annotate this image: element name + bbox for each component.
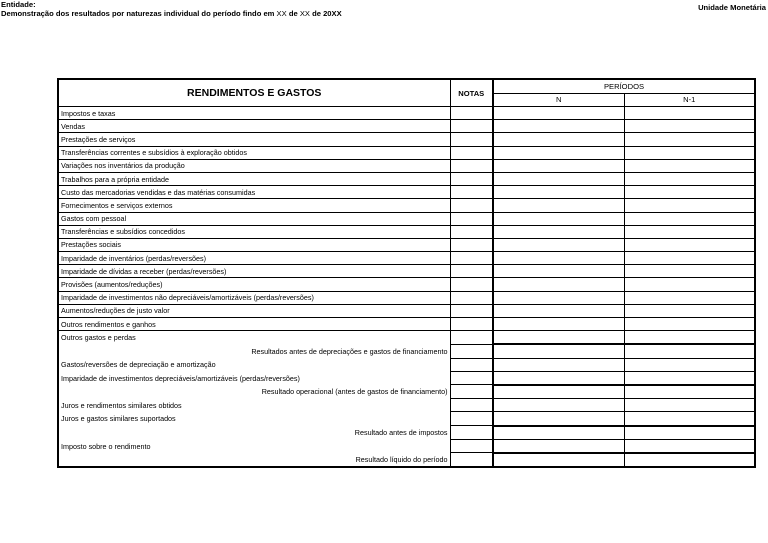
value-n1-cell[interactable] [624,453,755,467]
table-row [58,133,755,146]
table-row [58,186,755,199]
date-de-2: de [312,9,321,18]
notes-cell[interactable] [450,344,493,358]
notes-cell[interactable] [450,265,493,278]
table-row [58,331,755,345]
table-row [58,412,755,426]
value-n-cell[interactable] [493,399,624,412]
row-label: Trabalhos para a própria entidade [58,172,450,185]
row-label: Imparidade de investimentos não depreciáveis/amortizáveis (perdas/reversões) [58,291,450,304]
value-n-cell[interactable] [493,439,624,453]
value-n-cell[interactable] [493,225,624,238]
value-n-cell[interactable] [493,172,624,185]
row-label: Imparidade de inventários (perdas/reversões) [58,252,450,265]
table-row [58,318,755,331]
subtotal-row [58,344,755,358]
notes-cell[interactable] [450,225,493,238]
row-label: Vendas [58,120,450,133]
notes-cell[interactable] [450,278,493,291]
notes-cell[interactable] [450,426,493,440]
table-row [58,252,755,265]
row-label: Juros e rendimentos similares obtidos [58,399,450,412]
value-n-cell[interactable] [493,291,624,304]
value-n1-cell[interactable] [624,133,755,146]
notes-cell[interactable] [450,358,493,371]
row-label: Juros e gastos similares suportados [58,412,450,426]
value-n-cell[interactable] [493,453,624,467]
value-n-cell[interactable] [493,133,624,146]
value-n-cell[interactable] [493,252,624,265]
value-n-cell[interactable] [493,120,624,133]
table-row [58,265,755,278]
row-label: Resultado operacional (antes de gastos de financiamento) [58,385,450,399]
value-n1-cell[interactable] [624,439,755,453]
row-label: Imparidade de dívidas a receber (perdas/reversões) [58,265,450,278]
value-n-cell[interactable] [493,385,624,399]
table-row [58,278,755,291]
col-notes: NOTAS [450,79,493,107]
row-label: Impostos e taxas [58,107,450,120]
table-row [58,238,755,251]
notes-cell[interactable] [450,412,493,426]
subtotal-row [58,385,755,399]
notes-cell[interactable] [450,385,493,399]
row-label: Imposto sobre o rendimento [58,439,450,453]
subtotal-row [58,426,755,440]
value-n-cell[interactable] [493,107,624,120]
value-n-cell[interactable] [493,371,624,385]
value-n-cell[interactable] [493,331,624,345]
value-n1-cell[interactable] [624,358,755,371]
value-n1-cell[interactable] [624,426,755,440]
value-n1-cell[interactable] [624,107,755,120]
col-title: RENDIMENTOS E GASTOS [58,79,450,107]
table-row [58,304,755,317]
notes-cell[interactable] [450,331,493,345]
subtotal-row [58,453,755,467]
col-n1: N-1 [624,93,755,107]
row-label: Variações nos inventários da produção [58,159,450,172]
table-row [58,146,755,159]
notes-cell[interactable] [450,304,493,317]
row-label: Gastos com pessoal [58,212,450,225]
row-label: Gastos/reversões de depreciação e amortização [58,358,450,371]
notes-cell[interactable] [450,453,493,467]
notes-cell[interactable] [450,371,493,385]
table-row [58,159,755,172]
value-n-cell[interactable] [493,238,624,251]
value-n1-cell[interactable] [624,159,755,172]
notes-cell[interactable] [450,199,493,212]
notes-cell[interactable] [450,252,493,265]
notes-cell[interactable] [450,238,493,251]
value-n1-cell[interactable] [624,212,755,225]
value-n-cell[interactable] [493,318,624,331]
value-n1-cell[interactable] [624,318,755,331]
date-year: 20XX [323,9,342,18]
value-n-cell[interactable] [493,358,624,371]
value-n1-cell[interactable] [624,278,755,291]
entity-label: Entidade: [1,0,36,9]
notes-cell[interactable] [450,318,493,331]
value-n-cell[interactable] [493,344,624,358]
col-n: N [493,93,624,107]
income-statement-table [57,78,756,468]
value-n-cell[interactable] [493,199,624,212]
notes-cell[interactable] [450,186,493,199]
row-label: Transferências e subsídios concedidos [58,225,450,238]
table-row [58,120,755,133]
value-n1-cell[interactable] [624,344,755,358]
table-row [58,291,755,304]
notes-cell[interactable] [450,399,493,412]
notes-cell[interactable] [450,212,493,225]
row-label: Fornecimentos e serviços externos [58,199,450,212]
table-row [58,399,755,412]
row-label: Resultado antes de impostos [58,426,450,440]
row-label: Resultados antes de depreciações e gastos de financiamento [58,344,450,358]
date-de-1: de [288,9,298,18]
date-month: XX [299,9,310,18]
table-row [58,172,755,185]
row-label: Prestações sociais [58,238,450,251]
notes-cell[interactable] [450,291,493,304]
row-label: Aumentos/reduções de justo valor [58,304,450,317]
value-n1-cell[interactable] [624,265,755,278]
value-n1-cell[interactable] [624,225,755,238]
value-n1-cell[interactable] [624,331,755,345]
value-n-cell[interactable] [493,265,624,278]
value-n-cell[interactable] [493,186,624,199]
row-label: Resultado líquido do período [58,453,450,467]
notes-cell[interactable] [450,146,493,159]
currency-unit: Unidade Monetária [698,3,766,12]
value-n-cell[interactable] [493,278,624,291]
value-n-cell[interactable] [493,212,624,225]
value-n1-cell[interactable] [624,371,755,385]
date-day: XX [276,9,287,18]
value-n1-cell[interactable] [624,304,755,317]
value-n1-cell[interactable] [624,146,755,159]
table-row [58,371,755,385]
table-row [58,212,755,225]
notes-cell[interactable] [450,172,493,185]
value-n1-cell[interactable] [624,291,755,304]
table-body [58,107,755,468]
notes-cell[interactable] [450,107,493,120]
value-n1-cell[interactable] [624,186,755,199]
value-n-cell[interactable] [493,159,624,172]
statement-title [1,9,342,18]
value-n-cell[interactable] [493,426,624,440]
value-n1-cell[interactable] [624,412,755,426]
value-n1-cell[interactable] [624,172,755,185]
notes-cell[interactable] [450,159,493,172]
table-row [58,199,755,212]
row-label: Custo das mercadorias vendidas e das matérias consumidas [58,186,450,199]
value-n-cell[interactable] [493,146,624,159]
value-n1-cell[interactable] [624,252,755,265]
table-row [58,439,755,453]
notes-cell[interactable] [450,133,493,146]
value-n-cell[interactable] [493,304,624,317]
col-periods: PERÍODOS [493,79,755,93]
table-row [58,225,755,238]
table-row [58,358,755,371]
value-n1-cell[interactable] [624,120,755,133]
value-n1-cell[interactable] [624,238,755,251]
row-label: Transferências correntes e subsídios à exploração obtidos [58,146,450,159]
row-label: Outros rendimentos e ganhos [58,318,450,331]
notes-cell[interactable] [450,439,493,453]
value-n1-cell[interactable] [624,199,755,212]
table-row [58,107,755,120]
value-n-cell[interactable] [493,412,624,426]
value-n1-cell[interactable] [624,399,755,412]
value-n1-cell[interactable] [624,385,755,399]
row-label: Provisões (aumentos/reduções) [58,278,450,291]
row-label: Imparidade de investimentos depreciáveis/amortizáveis (perdas/reversões) [58,371,450,385]
statement-prefix: Demonstração dos resultados por naturezas individual do período findo em [1,9,275,18]
row-label: Prestações de serviços [58,133,450,146]
notes-cell[interactable] [450,120,493,133]
row-label: Outros gastos e perdas [58,331,450,345]
